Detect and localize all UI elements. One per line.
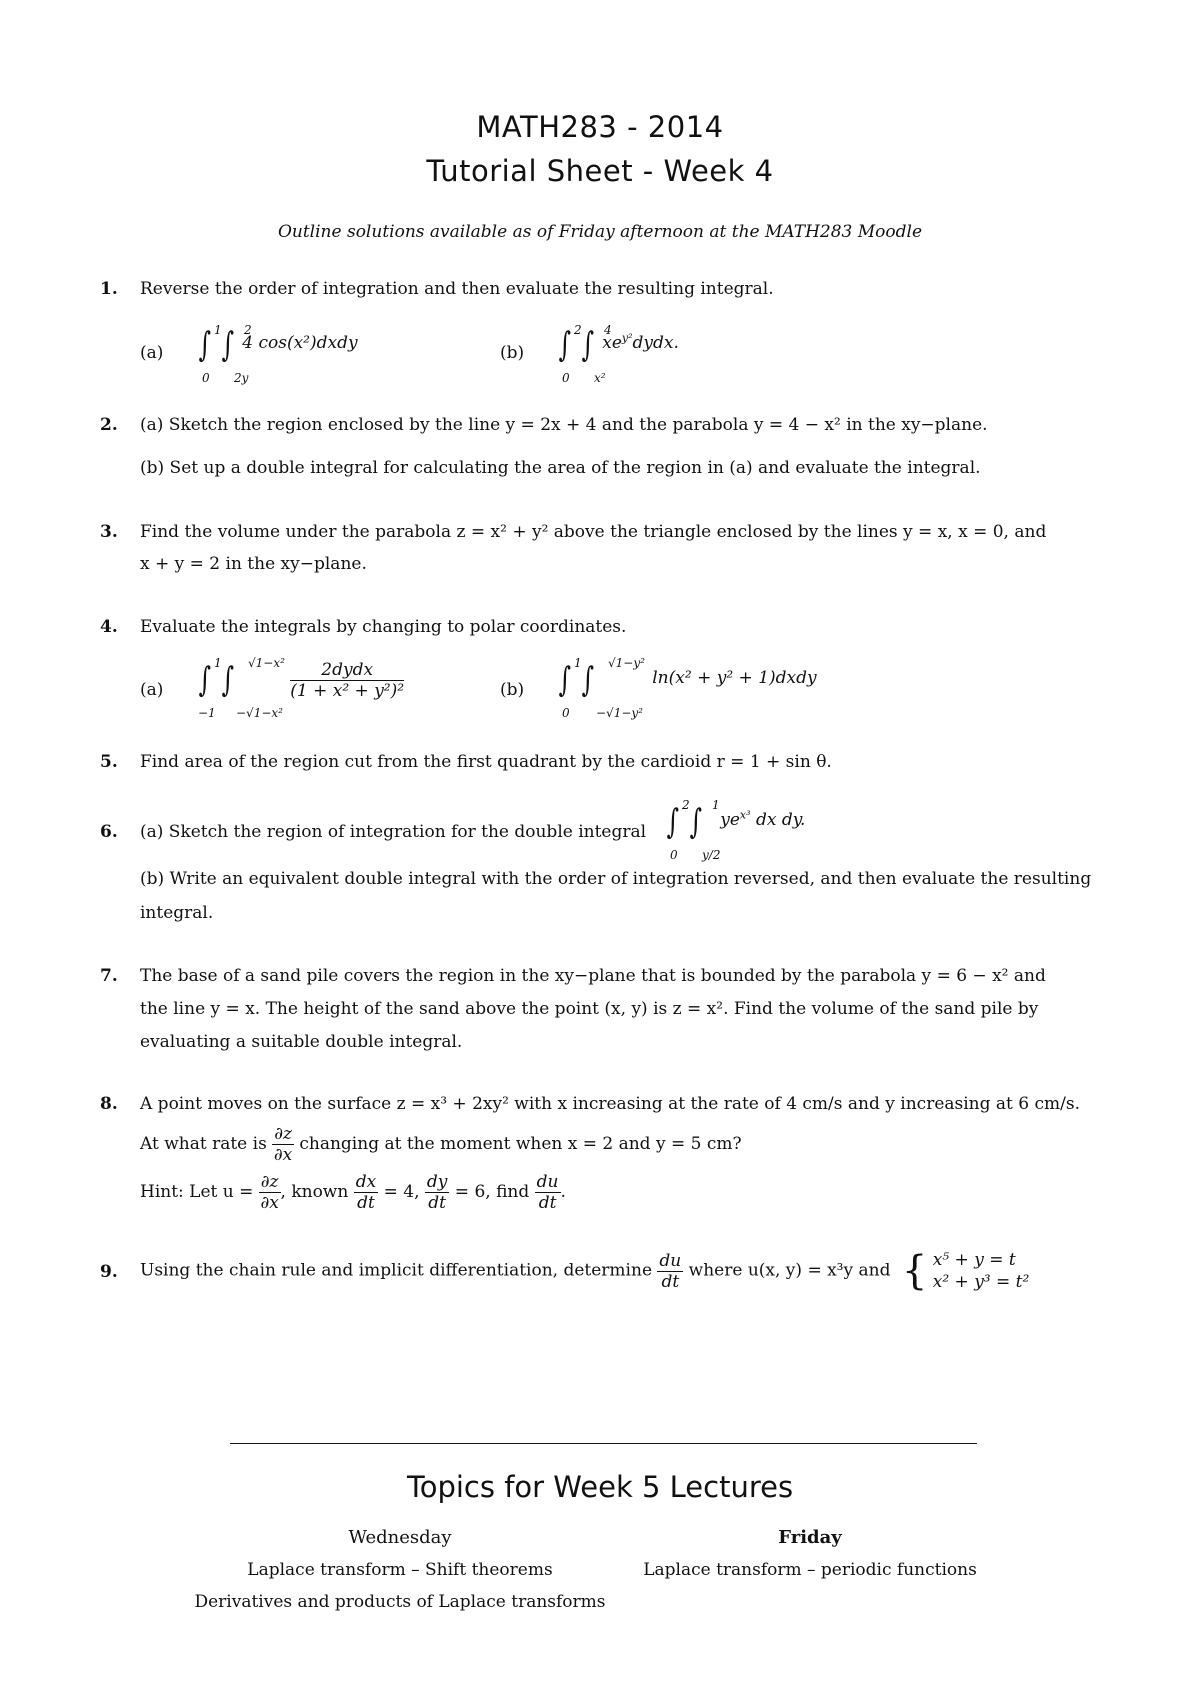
q4b-integrand: ln(x² + y² + 1)dxdy (652, 668, 817, 688)
hint-fraction-du-dt: $\frac{du}{dt}$ (536, 1172, 559, 1213)
q6-upper-2: 1 (712, 798, 720, 812)
q6-lower-1: 0 (670, 848, 678, 862)
q4a-upper-1: 1 (214, 656, 222, 670)
q1a-label: (a) (140, 343, 164, 363)
topics-friday-item-1: Laplace transform – periodic functions (643, 1560, 977, 1580)
question-2a-text: (a) Sketch the region enclosed by the line y = 2x + 4 and the parabola y = 4 − x² in the xy−plane. (140, 415, 988, 435)
hint-fraction-dy-dt: $\frac{dy}{dt}$ (426, 1172, 448, 1213)
question-number-3: 3. (100, 522, 118, 542)
q4b-lower-2: −√1−y² (596, 706, 643, 720)
title-sheet: Tutorial Sheet - Week 4 (426, 154, 774, 188)
q1b-lower-2: x² (594, 371, 606, 385)
integral-sign-icon: ∫ (689, 802, 703, 842)
question-3-line-1: Find the volume under the parabola z = x² + y² above the triangle enclosed by the lines y = x, x = 0, and (140, 522, 1047, 542)
question-number-5: 5. (100, 752, 118, 772)
q4a-lower-1: −1 (198, 706, 216, 720)
q4a-label: (a) (140, 680, 164, 700)
q1b-integral (556, 323, 679, 385)
q1a-lower-1: 0 (202, 371, 210, 385)
topics-wednesday-item-2: Derivatives and products of Laplace transforms (194, 1592, 606, 1612)
equation-system: x⁵ + y = t x² + y³ = t² (932, 1250, 1030, 1292)
q1a-integral (196, 323, 358, 385)
question-number-9: 9. (100, 1262, 118, 1282)
integral-sign-icon: ∫ (221, 325, 235, 365)
q6-integral (664, 798, 806, 862)
question-7-line-2: the line y = x. The height of the sand above the point (x, y) is z = x². Find the volume of the sand pile by (140, 999, 1039, 1019)
q4a-integral (196, 656, 405, 720)
topics-wednesday-item-1: Laplace transform – Shift theorems (247, 1560, 553, 1580)
question-8-line-1: A point moves on the surface z = x³ + 2xy² with x increasing at the rate of 4 cm/s and y increasing at 6 cm/s. (140, 1094, 1080, 1114)
section-divider (230, 1443, 977, 1444)
question-number-1: 1. (100, 279, 118, 299)
integral-sign-icon: ∫ (558, 660, 572, 700)
topics-title: Topics for Week 5 Lectures (406, 1470, 794, 1504)
fraction-du-dt: $\frac{du}{dt}$ (659, 1250, 682, 1292)
question-7-line-3: evaluating a suitable double integral. (140, 1032, 463, 1052)
hint-fraction-dz-dx: $\frac{\partial z}{\partial x}$ (260, 1172, 279, 1213)
question-number-2: 2. (100, 415, 118, 435)
q1b-upper-2: 4 (604, 323, 612, 337)
q4b-integral (556, 656, 817, 720)
integral-sign-icon: ∫ (581, 660, 595, 700)
q4b-label: (b) (500, 680, 525, 700)
q6-lower-2: y/2 (702, 848, 721, 862)
hint-fraction-dx-dt: $\frac{dx}{dt}$ (355, 1172, 377, 1213)
q4a-upper-2: √1−x² (248, 656, 285, 670)
q1b-label: (b) (500, 343, 525, 363)
question-8-hint: Hint: Let u = $\frac{\partial z}{\partial x}$ , known $\frac{dx}{dt}$ = 4, $\frac{dy}{dt}$ = 6, find $\frac{du}{dt}$ . (140, 1172, 566, 1213)
topics-col-friday-heading: Friday (778, 1527, 842, 1548)
partial-z-partial-x: $\frac{\partial z}{\partial x}$ (273, 1124, 293, 1165)
q1b-upper-1: 2 (574, 323, 582, 337)
question-1-text: Reverse the order of integration and then evaluate the resulting integral. (140, 279, 774, 299)
integral-sign-icon: ∫ (198, 325, 212, 365)
integral-sign-icon: ∫ (558, 325, 572, 365)
q6-upper-1: 2 (682, 798, 690, 812)
question-8-line-2: At what rate is $\frac{\partial z}{\partial x}$ changing at the moment when x = 2 and y = 5 cm? (140, 1124, 742, 1165)
q1b-lower-1: 0 (562, 371, 570, 385)
question-number-7: 7. (100, 966, 118, 986)
left-brace-icon: { (901, 1248, 928, 1294)
q6-integrand: $ye^{x^3}$ dx dy. (720, 808, 806, 830)
q4b-upper-2: √1−y² (608, 656, 645, 670)
question-9-text: Using the chain rule and implicit differentiation, determine $\frac{du}{dt}$ where u(x, y) = x³y and { x⁵ + y = t x² + y³ = t² (140, 1248, 1030, 1294)
q1a-upper-2: 2 (244, 323, 252, 337)
integral-sign-icon: ∫ (581, 325, 595, 365)
question-5-text: Find area of the region cut from the first quadrant by the cardioid r = 1 + sin θ. (140, 752, 832, 772)
q4b-lower-1: 0 (562, 706, 570, 720)
question-6b-line-1: (b) Write an equivalent double integral with the order of integration reversed, and then evaluate the resulting (140, 869, 1092, 889)
question-number-4: 4. (100, 617, 118, 637)
integral-sign-icon: ∫ (221, 660, 235, 700)
title-course: MATH283 - 2014 (476, 110, 724, 144)
question-6b-line-2: integral. (140, 903, 214, 923)
q4a-lower-2: −√1−x² (236, 706, 283, 720)
question-6a-text: (a) Sketch the region of integration for the double integral (140, 822, 647, 842)
question-2b-text: (b) Set up a double integral for calculating the area of the region in (a) and evaluate the integral. (140, 458, 981, 478)
question-7-line-1: The base of a sand pile covers the region in the xy−plane that is bounded by the parabola y = 6 − x² and (140, 966, 1046, 986)
q1b-integrand: $xe^{y^2}dydx$. (602, 331, 679, 353)
topics-col-wednesday-heading: Wednesday (348, 1527, 452, 1548)
subtitle: Outline solutions available as of Friday afternoon at the MATH283 Moodle (277, 222, 923, 242)
q4a-fraction: $\frac{\text{2dydx}}{\text{(1 + x² + y²)²}}$ (290, 660, 405, 701)
q1a-upper-1: 1 (214, 323, 222, 337)
integral-sign-icon: ∫ (198, 660, 212, 700)
integral-sign-icon: ∫ (666, 802, 680, 842)
question-3-line-2: x + y = 2 in the xy−plane. (140, 554, 367, 574)
question-number-6: 6. (100, 822, 118, 842)
question-number-8: 8. (100, 1094, 118, 1114)
question-4-text: Evaluate the integrals by changing to polar coordinates. (140, 617, 627, 637)
q1a-integrand: 4 cos(x²)dxdy (242, 333, 358, 353)
q1a-lower-2: 2y (234, 371, 249, 385)
q4b-upper-1: 1 (574, 656, 582, 670)
